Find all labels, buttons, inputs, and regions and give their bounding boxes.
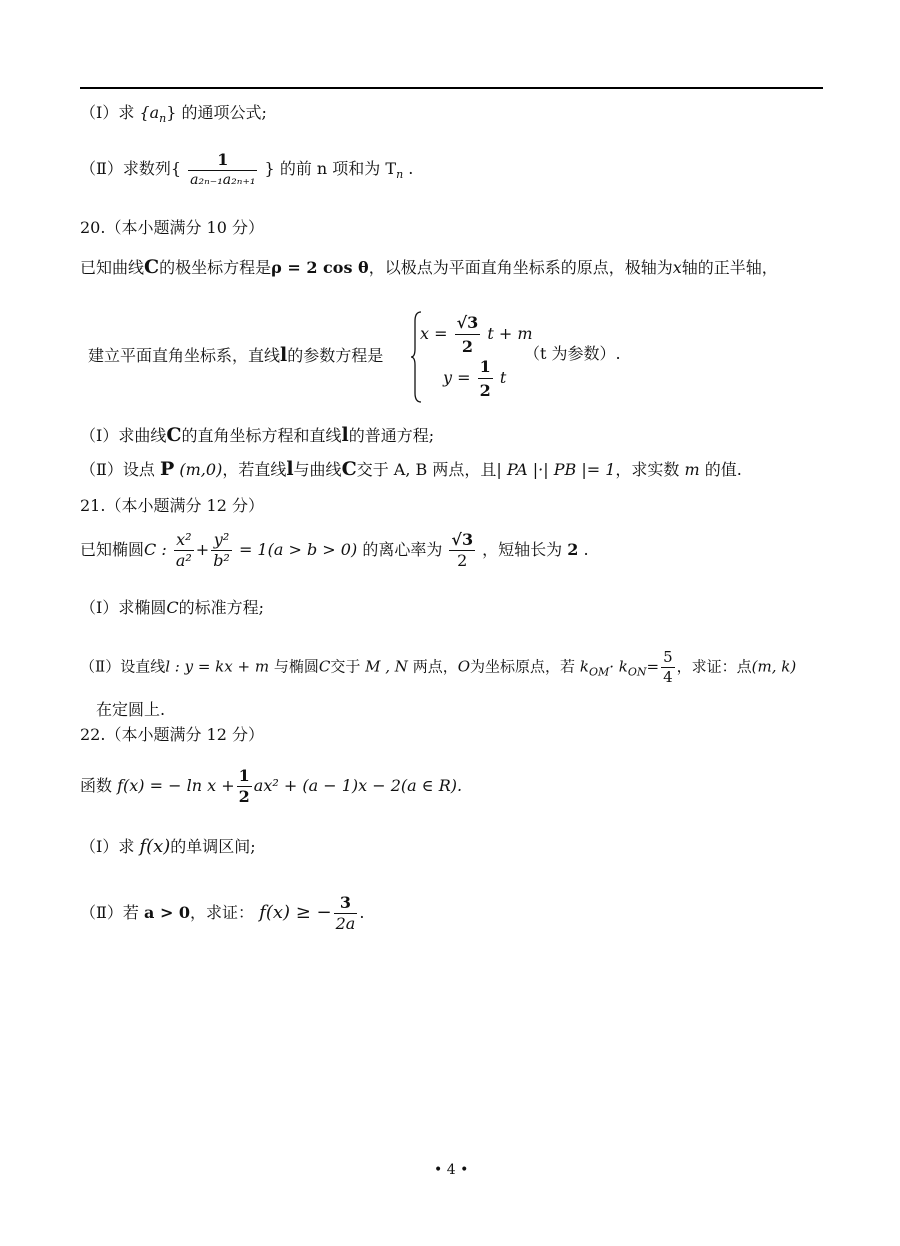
text: . — [583, 540, 589, 559]
math-C: C — [341, 458, 357, 480]
text: 的标准方程; — [178, 598, 264, 617]
q20-line2 — [88, 346, 383, 365]
text: 设直线 — [120, 657, 166, 676]
q21-line1 — [80, 532, 589, 569]
text: } 的前 n 项和为 T — [264, 159, 397, 178]
text: 求椭圆 — [118, 598, 167, 617]
fraction — [188, 152, 257, 187]
text: 求 — [118, 103, 135, 122]
text: 与曲线 — [293, 460, 342, 479]
q20-part2 — [80, 460, 742, 479]
text: 求数列{ — [122, 159, 182, 178]
text: 的直角坐标方程和直线 — [181, 426, 342, 445]
rhs: t — [499, 368, 507, 387]
numerator: 1 — [478, 357, 493, 379]
subscript: n — [159, 112, 167, 125]
text: 已知曲线 — [80, 258, 145, 277]
lhs: x = — [420, 324, 448, 343]
subscript: n — [396, 168, 404, 181]
denominator: b² — [213, 551, 230, 570]
text: ，求证：点 — [676, 657, 752, 676]
text: ，以极点为平面直角坐标系的原点，极轴为 — [368, 258, 673, 277]
condition: | PA |·| PB |= 1 — [496, 460, 616, 479]
polar-equation: ρ = 2 cos θ — [271, 258, 369, 277]
q22-part2 — [80, 895, 364, 932]
numerator: √3 — [455, 313, 481, 335]
text: · k — [609, 657, 628, 676]
math-fx: f(x) — [139, 836, 171, 857]
text: } 的通项公式; — [166, 103, 267, 122]
text: + — [195, 540, 210, 559]
denominator: 2 — [238, 787, 250, 806]
text: 交于 — [330, 657, 361, 676]
part-marker: （Ⅰ） — [80, 837, 119, 856]
denominator: a² — [175, 551, 192, 570]
q22-header: 22.（本小题满分 12 分） — [80, 725, 264, 744]
page-number: • 4 • — [434, 1162, 469, 1178]
math-l: l — [280, 344, 288, 366]
numerator: y² — [211, 532, 232, 551]
value: 2 — [567, 540, 579, 559]
math-x: x — [672, 258, 682, 277]
function: f(x) = − ln x + — [117, 776, 235, 795]
part-marker: （Ⅰ） — [80, 598, 119, 617]
math-an: {a — [139, 103, 160, 122]
math-P: P — [160, 458, 175, 480]
text: 交于 A, B 两点，且 — [356, 460, 497, 479]
inequality: f(x) ≥ − — [259, 902, 332, 923]
fraction — [211, 532, 232, 569]
text: ，若直线 — [222, 460, 287, 479]
numerator: 3 — [334, 895, 358, 914]
text: 已知椭圆 — [80, 540, 145, 559]
q19-part1 — [80, 105, 267, 124]
math-O: O — [457, 657, 471, 676]
text: 建立平面直角坐标系，直线 — [88, 346, 281, 365]
part-marker: （Ⅱ） — [80, 657, 121, 676]
condition: a > 0 — [144, 903, 191, 922]
q20-header: 20.（本小题满分 10 分） — [80, 218, 264, 237]
math-C: C — [318, 657, 331, 676]
text: 若 — [122, 903, 139, 922]
math-l: l — [341, 424, 349, 446]
math-MN: M , N — [365, 657, 408, 676]
q21-part2 — [80, 650, 796, 685]
text: 的普通方程; — [348, 426, 435, 445]
text: 为坐标原点，若 — [470, 657, 576, 676]
function-tail: ax² + (a − 1)x − 2(a ∈ R). — [253, 776, 463, 795]
denominator: a₂ₙ₋₁a₂ₙ₊₁ — [190, 172, 256, 188]
numerator: 1 — [188, 152, 257, 171]
part-marker: （Ⅱ） — [80, 460, 123, 479]
q22-line1 — [80, 768, 462, 805]
fraction — [455, 313, 481, 356]
text: 的单调区间; — [170, 837, 256, 856]
text: . — [359, 903, 365, 922]
fraction — [661, 650, 675, 685]
q22-part1 — [80, 838, 256, 856]
part-marker: （Ⅰ） — [80, 103, 119, 122]
subscript: ON — [627, 665, 647, 679]
text: 的极坐标方程是 — [159, 258, 272, 277]
q21-part1 — [80, 600, 264, 616]
equation: = 1(a > b > 0) — [238, 540, 358, 559]
denominator: 2a — [335, 914, 356, 933]
text: 轴的正半轴， — [681, 258, 778, 277]
q21-header: 21.（本小题满分 12 分） — [80, 496, 264, 515]
text: 两点， — [412, 657, 458, 676]
point: (m,0) — [179, 460, 223, 479]
text: ，短轴长为 — [482, 540, 563, 559]
text: 的离心率为 — [362, 540, 443, 559]
math-C: C — [144, 256, 160, 278]
text: 的参数方程是 — [287, 346, 384, 365]
text: 求 — [118, 837, 135, 856]
lhs: y = — [443, 368, 471, 387]
text: = — [646, 657, 660, 676]
math-C: C — [166, 424, 182, 446]
math-l: l — [286, 458, 294, 480]
part-marker: （Ⅱ） — [80, 903, 123, 922]
fraction — [478, 357, 493, 400]
math-m: m — [684, 460, 700, 479]
part-marker: （Ⅰ） — [80, 426, 119, 445]
denominator: 2 — [461, 337, 473, 356]
denominator: 2 — [479, 381, 491, 400]
text: ，求实数 — [615, 460, 680, 479]
text: 与椭圆 — [273, 657, 319, 676]
math-C: C — [166, 598, 179, 617]
system-row-x — [420, 313, 533, 356]
q20-line1 — [80, 258, 778, 277]
q21-part2-cont: 在定圆上. — [96, 700, 166, 719]
text: 设点 — [122, 460, 155, 479]
text: 求曲线 — [118, 426, 167, 445]
fraction — [334, 895, 358, 932]
numerator: x² — [174, 532, 194, 551]
numerator: 5 — [663, 648, 673, 666]
denominator: 2 — [457, 551, 468, 570]
subscript: OM — [588, 665, 610, 679]
param-note: （t 为参数）. — [524, 344, 621, 363]
math-k: k — [579, 657, 589, 676]
fraction — [449, 532, 475, 569]
q19-part2 — [80, 152, 413, 187]
text: 的值. — [704, 460, 742, 479]
text: ，求证： — [190, 903, 255, 922]
fraction — [174, 532, 194, 569]
numerator: √3 — [451, 530, 474, 549]
math-C: C : — [144, 540, 167, 559]
line-equation: l : y = kx + m — [165, 657, 270, 676]
point: (m, k) — [751, 657, 797, 676]
numerator: 1 — [238, 766, 250, 785]
text: 函数 — [80, 776, 113, 795]
system-row-y — [443, 357, 506, 400]
fraction — [237, 768, 252, 805]
top-rule — [80, 87, 823, 89]
denominator: 4 — [663, 668, 673, 686]
rhs: t + m — [487, 324, 533, 343]
q20-part1 — [80, 426, 434, 445]
text: . — [408, 159, 414, 178]
part-marker: （Ⅱ） — [80, 159, 123, 178]
